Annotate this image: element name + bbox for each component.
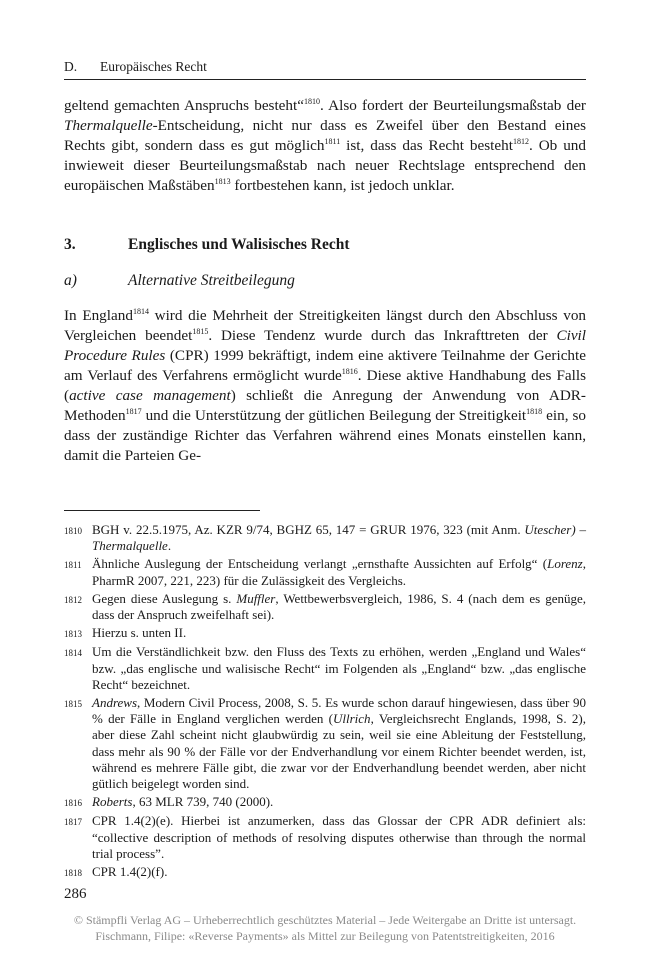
- footnote-ref[interactable]: 1816: [341, 367, 358, 376]
- italic-run: active case management: [69, 387, 231, 404]
- page-number: 286: [64, 886, 87, 902]
- footnote-ref[interactable]: 1814: [132, 307, 149, 316]
- footnote-ref[interactable]: 1813: [214, 177, 231, 186]
- footnote-text: Hierzu s. unten II.: [92, 625, 187, 641]
- italic-run: Ullrich: [333, 711, 371, 727]
- footnote-text: Um die Verständlichkeit bzw. den Fluss des Texts zu erhöhen, werden „England und Wales“ bzw. „das englische und walisische Recht“ im Folgenden als „England“ bzw. „das englische Recht“ bezeichnet.: [92, 644, 586, 692]
- footnote-1813: [64, 625, 586, 642]
- footnote-ref[interactable]: 1810: [303, 97, 320, 106]
- text-run: fortbestehen kann, ist jedoch unklar.: [230, 177, 455, 194]
- footnote-ref[interactable]: 1815: [192, 327, 209, 336]
- copyright-line-1: © Stämpfli Verlag AG – Urheberrechtlich geschütztes Material – Jede Weitergabe an Dritte ist untersagt.: [73, 913, 577, 927]
- text-run: , PharmR 2007, 221, 223) für die Zulässigkeit des Vergleichs.: [92, 556, 586, 588]
- italic-run: Thermalquelle: [64, 117, 153, 134]
- text-run: . Ob und inwieweit dieser Beurteilungsmaßstab nach neuer Rechtslage entsprechend den europäischen Maßstäben: [64, 137, 586, 194]
- italic-run: Andrews: [92, 695, 138, 711]
- section-heading-number: 3.: [64, 236, 76, 253]
- paragraph-1: [64, 96, 586, 196]
- copyright-notice: [0, 912, 650, 944]
- footnote-number: 1813: [64, 629, 82, 640]
- footnote-text: [92, 794, 586, 811]
- text-run: geltend gemachten Anspruchs besteht“: [64, 97, 304, 114]
- footnote-ref[interactable]: 1811: [324, 137, 341, 146]
- italic-run: Lorenz: [547, 556, 583, 572]
- footnote-number: 1818: [64, 868, 82, 879]
- subsection-heading-number: a): [64, 272, 77, 289]
- text-run: BGH v. 22.5.1975, Az. KZR 9/74, BGHZ 65, 147 = GRUR 1976, 323 (mit Anm.: [92, 522, 525, 537]
- italic-run: Roberts: [92, 794, 133, 810]
- footnote-text: [92, 556, 586, 588]
- footnote-1818: [64, 864, 586, 881]
- italic-run: Civil Procedure Rules: [64, 327, 586, 364]
- paragraph-2: [64, 306, 586, 466]
- footnote-1815: [64, 695, 586, 792]
- text-run: , 63 MLR 739, 740 (2000).: [132, 794, 274, 810]
- footnote-number: 1816: [64, 798, 82, 809]
- italic-run: Utescher) – Thermalquelle: [92, 522, 586, 554]
- footnote-ref[interactable]: 1812: [512, 137, 529, 146]
- copyright-line-2: Fischmann, Filipe: «Reverse Payments» als Mittel zur Beilegung von Patentstreitigkeiten, 2016: [95, 929, 555, 943]
- header-rule: [64, 79, 586, 80]
- footnote-text: [92, 522, 586, 554]
- text-run: Gegen diese Auslegung s.: [92, 590, 237, 606]
- footnote-ref[interactable]: 1817: [125, 407, 142, 416]
- footnote-number: 1814: [64, 648, 82, 659]
- text-run: -Entscheidung, nicht nur dass es Zweifel über den Bestand eines Rechts gibt, sondern dass es gut möglich: [64, 117, 586, 154]
- text-run: ein, so dass der zuständige Richter das Verfahren während eines Monats einstellen kann, damit die Parteien Ge-: [64, 407, 586, 464]
- footnote-text: [92, 591, 586, 623]
- header-section-title: Europäisches Recht: [100, 59, 207, 74]
- footnote-number: 1810: [64, 526, 82, 536]
- footnote-1814: [64, 644, 586, 693]
- footnotes: [64, 522, 586, 883]
- footnote-1816: [64, 794, 586, 811]
- text-run: . Diese aktive Handhabung des Falls (: [64, 367, 586, 404]
- footnote-text: [92, 695, 586, 792]
- text-run: wird die Mehrheit der Streitigkeiten längst durch den Abschluss von Vergleichen beendet: [64, 307, 587, 344]
- footnote-number: 1811: [64, 560, 82, 571]
- footnote-1810: [64, 522, 586, 554]
- text-run: .: [167, 538, 172, 554]
- footnote-text: CPR 1.4(2)(f).: [92, 864, 168, 880]
- footnote-1817: [64, 813, 586, 862]
- text-run: In England: [64, 307, 133, 324]
- footnote-number: 1815: [64, 699, 82, 710]
- text-run: ist, dass das Recht besteht: [340, 137, 513, 154]
- footnote-text: CPR 1.4(2)(e). Hierbei ist anzumerken, dass das Glossar der CPR ADR definiert als: “collective description of methods of resolving disputes otherwise than through the normal trial process”.: [92, 813, 586, 861]
- italic-run: Muffler: [236, 590, 276, 606]
- footnote-separator: [64, 510, 260, 511]
- footnote-number: 1812: [64, 594, 82, 605]
- header-section-letter: D.: [64, 59, 78, 74]
- section-heading: [64, 236, 350, 254]
- footnote-number: 1817: [64, 817, 82, 828]
- subsection-heading-title: Alternative Streitbeilegung: [128, 272, 295, 289]
- text-run: , Vergleichsrecht Englands, 1998, S. 2), aber diese Zahl scheint nicht glaubwürdig zu sein, weil sie eine Ableitung der Feststellung, dass mehr als 90 % der Fälle vor der Endverhandlung vor einem Richter beendet werden, ist, während es mehrere Fälle gibt, die zwar vor der Endverhandlung beendet werden, aber nicht gütlich beigelegt worden sind.: [92, 711, 587, 792]
- text-run: , Wettbewerbsvergleich, 1986, S. 4 (nach dem es genüge, dass der Anspruch zweifelhaft sei).: [92, 590, 586, 623]
- footnote-1811: [64, 556, 586, 588]
- text-run: Ähnliche Auslegung der Entscheidung verlangt „ernsthafte Aussichten auf Erfolg“ (: [92, 556, 548, 572]
- text-run: , Modern Civil Process, 2008, S. 5. Es wurde schon darauf hingewiesen, dass über 90 % der Fälle in England verglichen werden (: [92, 695, 586, 727]
- footnote-ref[interactable]: 1818: [526, 407, 543, 416]
- section-heading-title: Englisches und Walisisches Recht: [128, 236, 350, 253]
- running-header: [64, 58, 586, 76]
- text-run: . Also fordert der Beurteilungsmaßstab der: [319, 97, 586, 114]
- text-run: ) schließt die Anregung der Anwendung von ADR-Methoden: [64, 387, 586, 424]
- text-run: (CPR) 1999 bekräftigt, indem eine aktivere Teilnahme der Gerichte am Verlauf des Verfahrens ermöglicht wurde: [64, 347, 586, 384]
- subsection-heading: [64, 272, 295, 290]
- footnote-1812: [64, 591, 586, 623]
- text-run: und die Unterstützung der gütlichen Beilegung der Streitigkeit: [141, 407, 527, 424]
- text-run: . Diese Tendenz wurde durch das Inkrafttreten der: [208, 327, 557, 344]
